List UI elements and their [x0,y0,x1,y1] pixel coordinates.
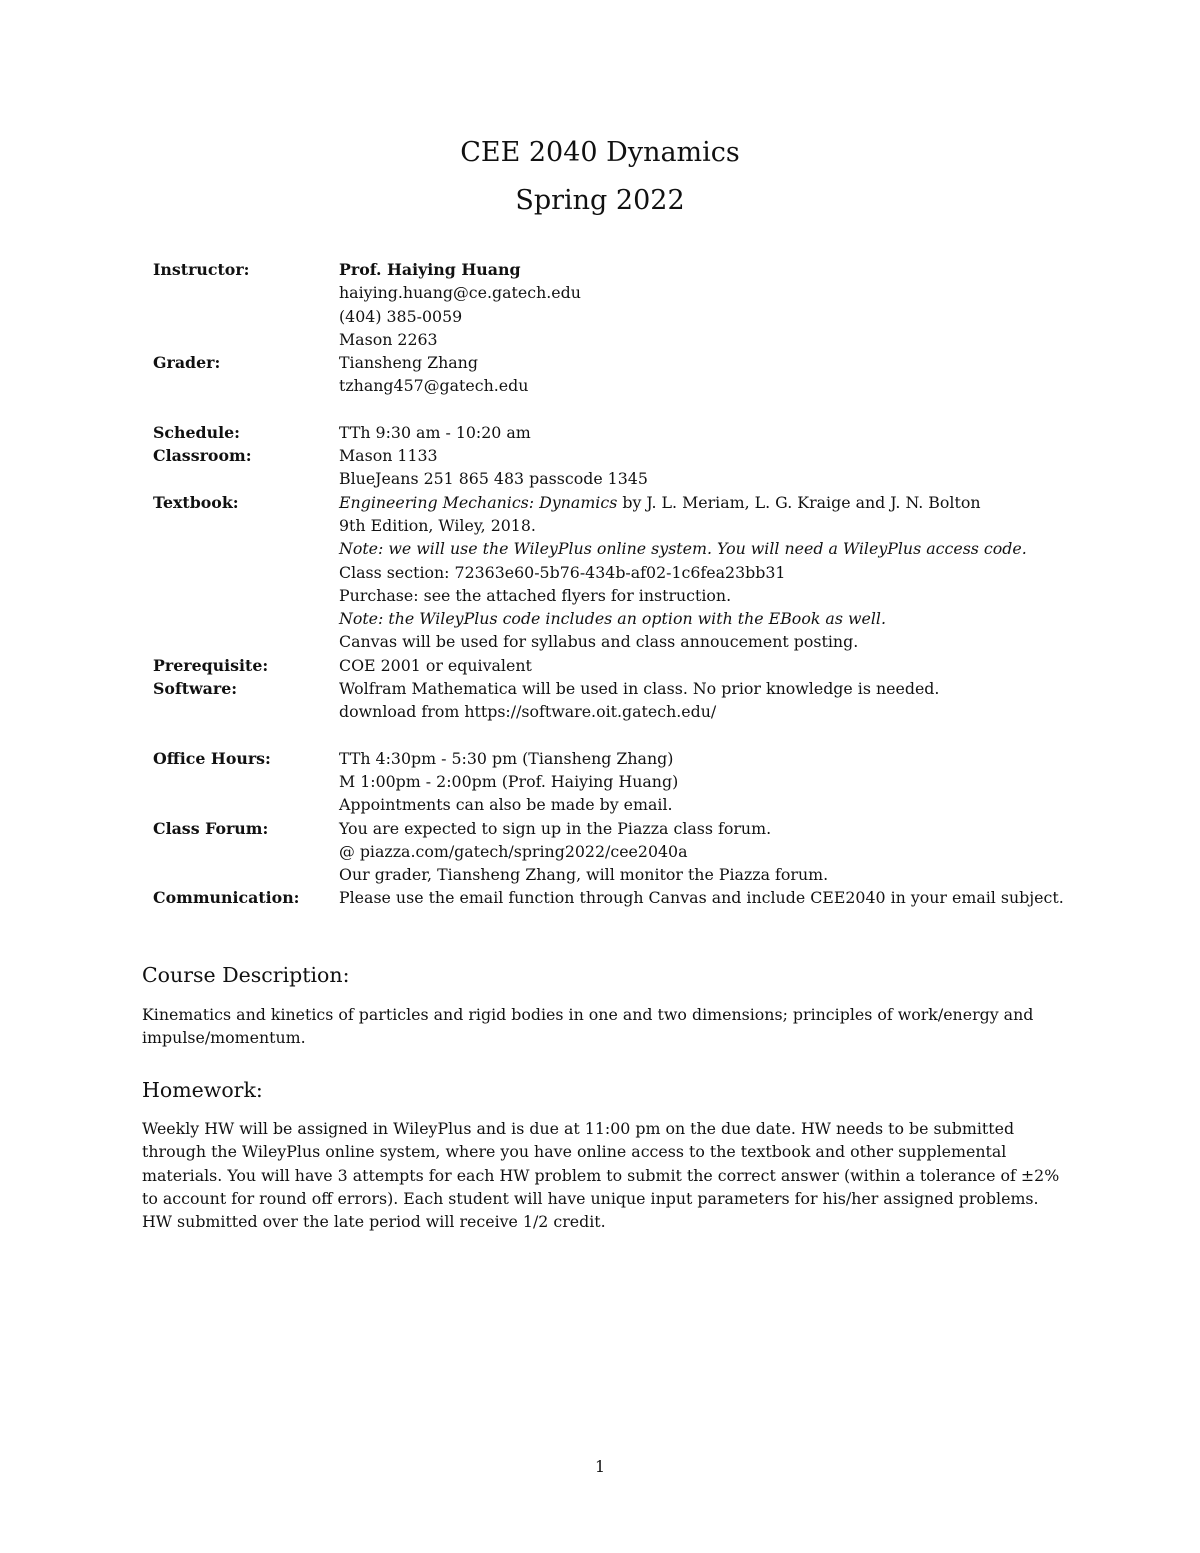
instructor-name: Prof. Haiying Huang [339,260,521,279]
class-forum-line3: Our grader, Tiansheng Zhang, will monitor the Piazza forum. [339,865,829,885]
textbook-class-section: Class section: 72363e60-5b76-434b-af02-1c6fea23bb31 [339,562,786,582]
office-hours-line1: TTh 4:30pm - 5:30 pm (Tiansheng Zhang) [339,748,674,768]
instructor-office: Mason 2263 [339,329,438,349]
office-hours-line3: Appointments can also be made by email. [339,795,673,815]
class-forum-label: Class Forum: [153,818,269,838]
course-title: CEE 2040 Dynamics [460,137,740,168]
software-line1: Wolfram Mathematica will be used in class. No prior knowledge is needed. [339,679,940,699]
communication-value: Please use the email function through Canvas and include CEE2040 in your email subject. [339,888,1064,908]
textbook-label: Textbook: [153,492,239,512]
prerequisite-row [153,654,1153,677]
textbook-note-ebook: Note: the WileyPlus code includes an option with the EBook as well. [339,609,886,629]
prerequisite-value: COE 2001 or equivalent [339,655,532,675]
classroom-row [153,444,1153,491]
course-description-text: Kinematics and kinetics of particles and rigid bodies in one and two dimensions; principles of work/energy and impulse/momentum. [142,1005,1034,1048]
prerequisite-label: Prerequisite: [153,655,269,675]
term: Spring 2022 [515,185,685,216]
textbook-authors: by J. L. Meriam, L. G. Kraige and J. N. Bolton [617,492,981,512]
textbook-purchase: Purchase: see the attached flyers for instruction. [339,585,732,605]
classroom-online: BlueJeans 251 865 483 passcode 1345 [339,469,648,489]
textbook-edition: 9th Edition, Wiley, 2018. [339,515,536,535]
textbook-title: Engineering Mechanics: Dynamics [339,492,618,512]
software-row [153,677,1153,724]
instructor-phone: (404) 385-0059 [339,306,463,326]
software-label: Software: [153,679,238,699]
course-description-heading: Course Description: [142,963,350,987]
schedule-label: Schedule: [153,422,240,442]
classroom-label: Classroom: [153,446,252,466]
communication-row [153,886,1153,909]
page-number: 1 [594,1457,606,1476]
homework-heading: Homework: [142,1078,263,1102]
textbook-canvas: Canvas will be used for syllabus and class annoucement posting. [339,632,859,652]
grader-email[interactable]: tzhang457@gatech.edu [339,376,529,396]
homework-text: Weekly HW will be assigned in WileyPlus and is due at 11:00 pm on the due date. HW needs to be submitted through the WileyPlus online system, where you have online access to the textbook and other supplemental materials. You will have 3 attempts for each HW problem to submit the correct answer (within a tolerance of ±2% to account for round off errors). Each student will have unique input parameters for his/her assigned problems. HW submitted over the late period will receive 1/2 credit. [142,1119,1060,1232]
office-hours-label: Office Hours: [153,748,271,768]
instructor-email[interactable]: haiying.huang@ce.gatech.edu [339,283,581,303]
communication-label: Communication: [153,888,300,908]
instructor-label: Instructor: [153,260,250,279]
software-download-link[interactable]: download from https://software.oit.gatech.edu/ [339,702,717,722]
course-info-table [153,258,1153,910]
textbook-note-wileyplus: Note: we will use the WileyPlus online system. You will need a WileyPlus access code. [339,539,1027,559]
instructor-row [153,258,1153,351]
class-forum-row [153,817,1153,887]
textbook-row [153,491,1153,654]
grader-label: Grader: [153,353,221,373]
schedule-row [153,421,1153,444]
office-hours-line2: M 1:00pm - 2:00pm (Prof. Haiying Huang) [339,771,679,791]
office-hours-row [153,747,1153,817]
grader-row [153,351,1153,398]
schedule-value: TTh 9:30 am - 10:20 am [339,422,531,442]
classroom-room: Mason 1133 [339,446,438,466]
class-forum-line1: You are expected to sign up in the Piazza class forum. [339,818,772,838]
class-forum-link[interactable]: @ piazza.com/gatech/spring2022/cee2040a [339,841,688,861]
grader-name: Tiansheng Zhang [339,353,478,373]
